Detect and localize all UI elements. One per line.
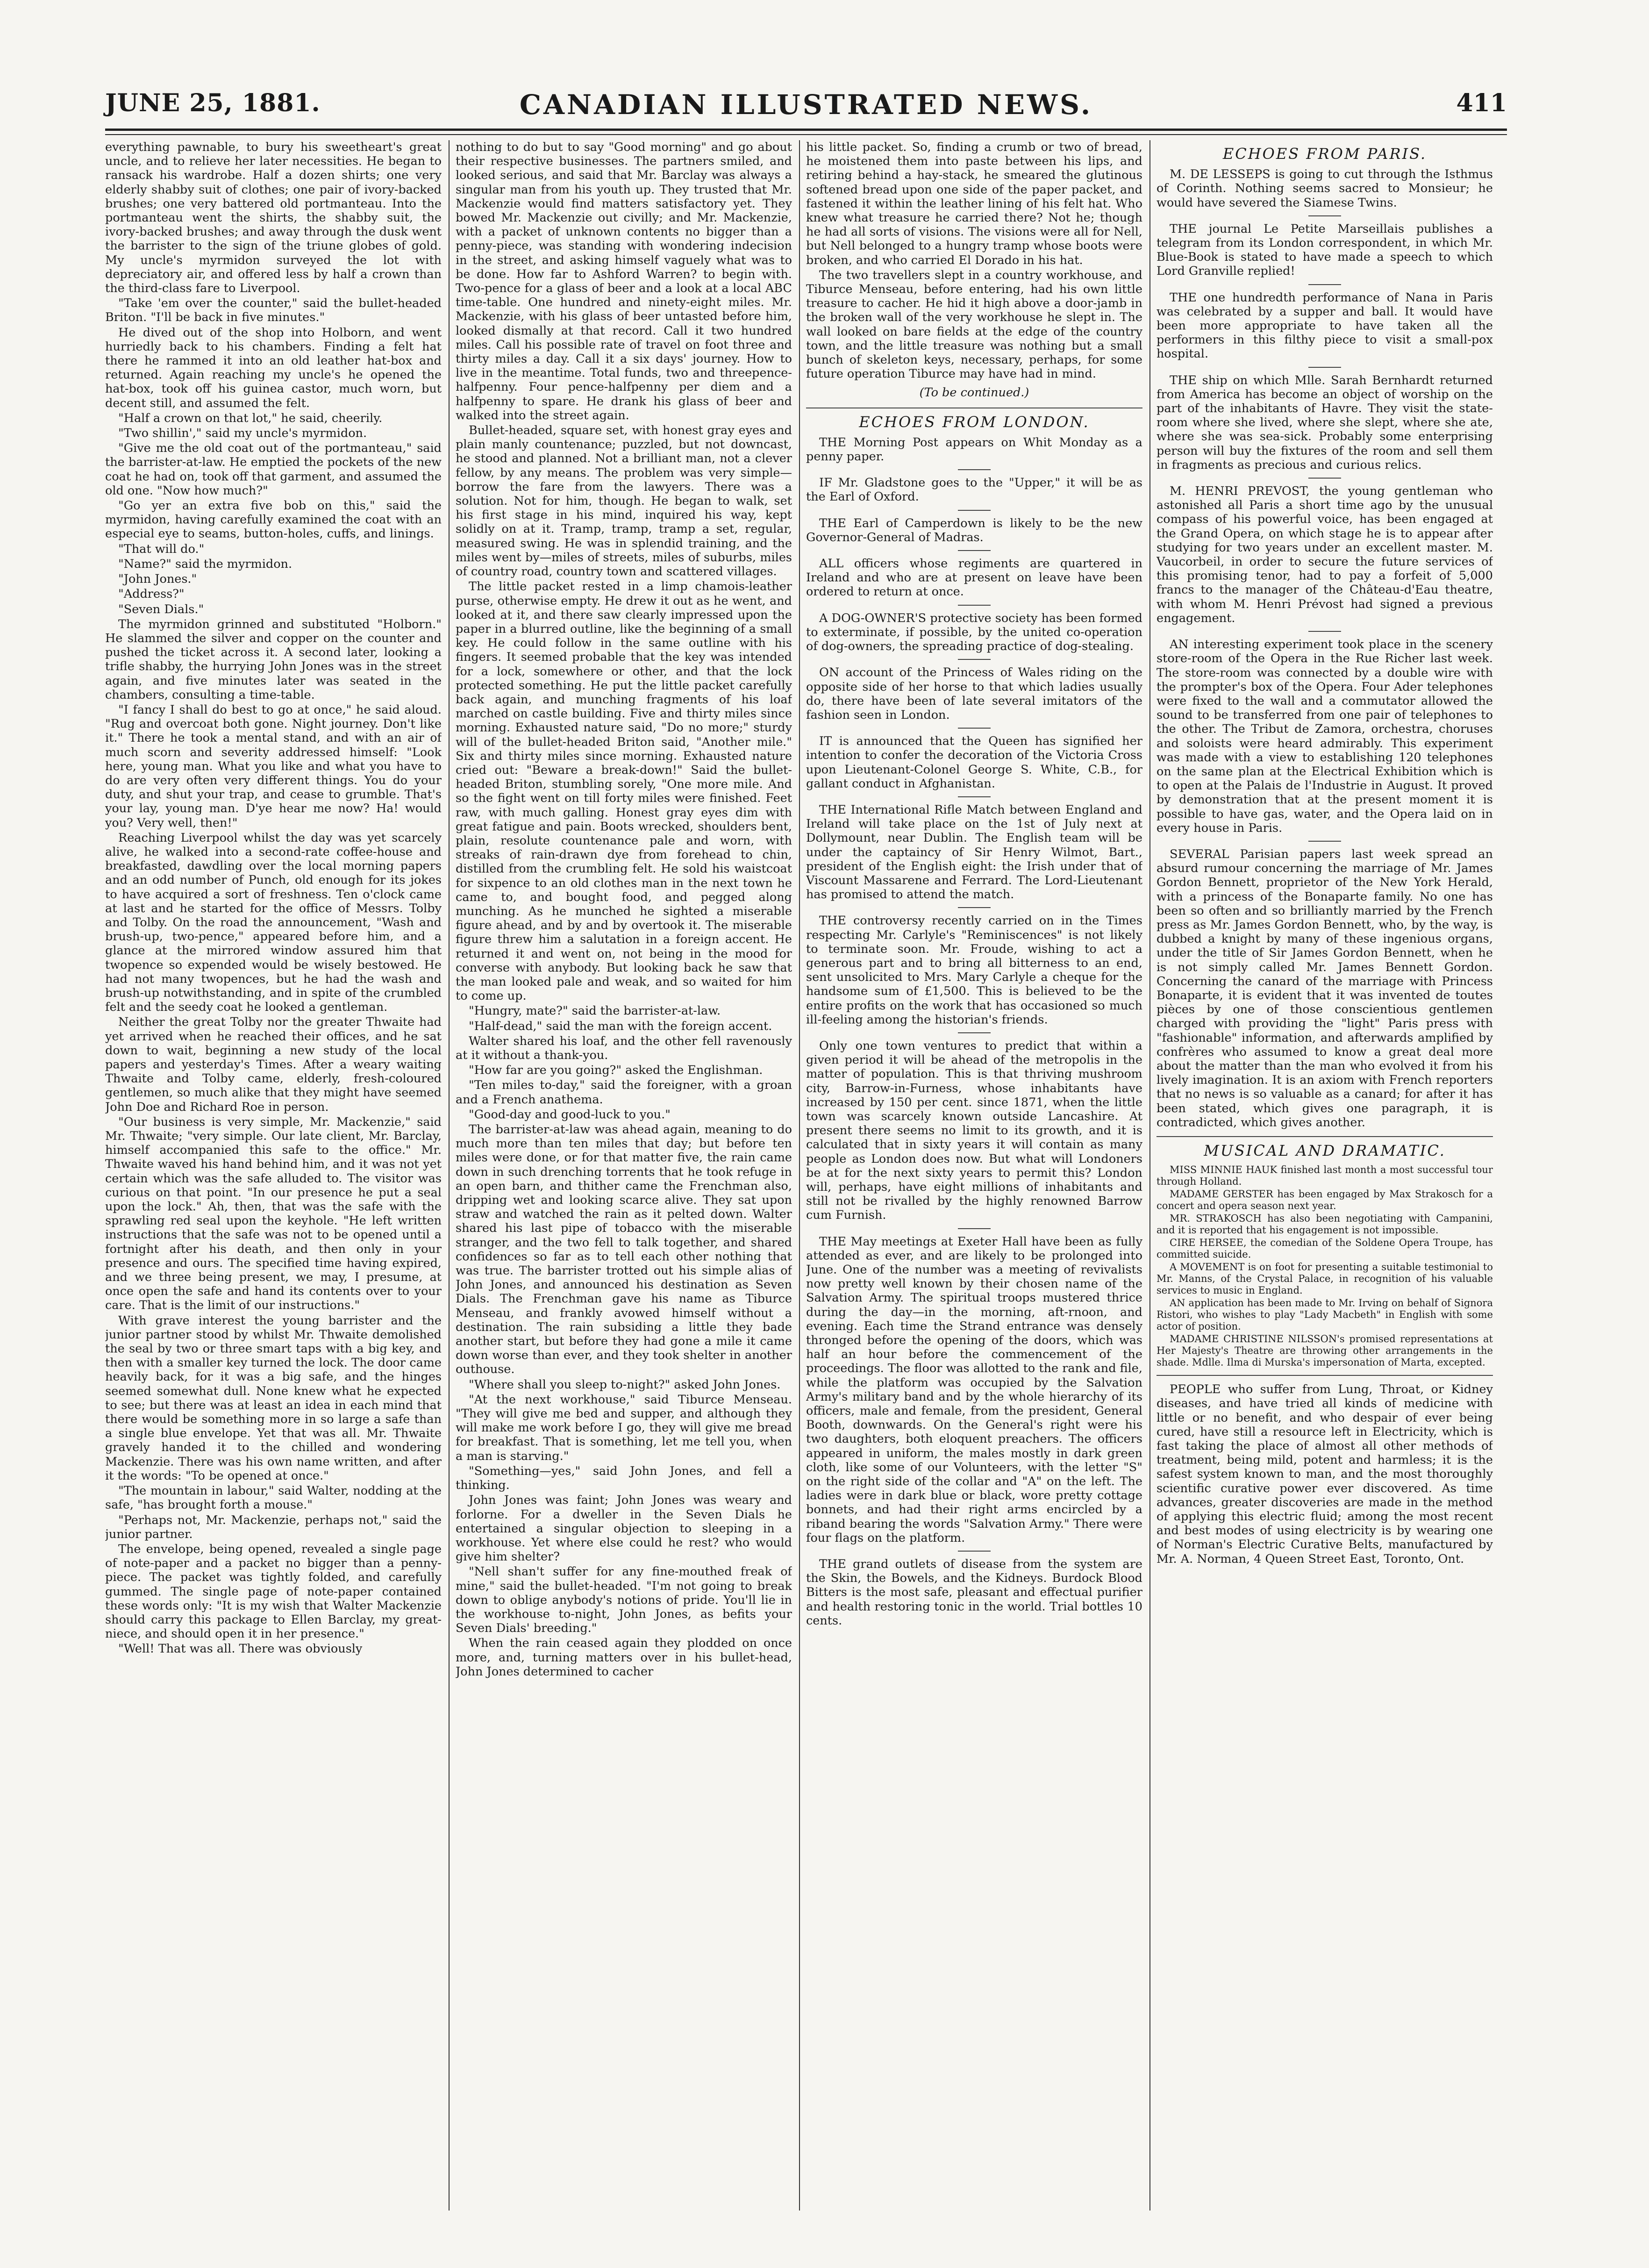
paragraph: The barrister-at-law was ahead again, meaning to do much more than ten miles that day; but before ten miles were done, or for that matter five, the rain came down in such drenching torrents that he took refuge in an open barn, and thither came the Frenchman also, dripping wet and looking scarce alive. They sat upon straw and watched the rain as it pelted down. Walter shared his last pipe of tobacco with the miserable stranger, and the two fell to talk together, and shared confidences so far as to tell each other nothing that was true. The barrister trotted out his simple alias of John Jones, and announced his destination as Seven Dials. The Frenchman gave his name as Tiburce Menseau, and frankly avowed himself without a destination. The rain subsiding a little they bade another start, but before they had gone a mile it came down worse than ever, and they took shelter in another outhouse.: [456, 1123, 792, 1377]
paragraph: nothing to do but to say "Good morning" and go about their respective businesses. The partners smiled, and looked serious, and said that Mr. Barclay was always a singular man from his youth up. They trusted that Mr. Mackenzie would find matters satisfactory yet. They bowed Mr. Mackenzie out civilly; and Mr. Mackenzie, with a packet of unknown contents no bigger than a penny-piece, was standing with wondering indecision in the street, and asking himself vaguely what was to be done. How far to Ashford Warren? to begin with. Two-pence for a glass of beer and a look at a local ABC time-table. One hundred and ninety-eight miles. Mr. Mackenzie, with his glass of beer untasted before him, looked dismally at that record. Call it two hundred miles. Call his possible rate of travel on foot three and thirty miles a day. Call it a six days' journey. How to live in the meantime. Total funds, two and threepence-halfpenny. Four pence-halfpenny per diem and a halfpenny to spare. He drank his glass of beer and walked into the street again.: [456, 140, 792, 422]
paragraph: "Go yer an extra five bob on this," said the myrmidon, having carefully examined the coat with an especial eye to seams, button-holes, cuffs, and linings.: [105, 499, 442, 541]
section-heading-paris: ECHOES FROM PARIS.: [1222, 145, 1427, 163]
paragraph: He dived out of the shop into Holborn, and went hurriedly back to his chambers. Finding a felt hat there he rammed it into an old leather hat-box and returned. Again reaching my uncle's he opened the hat-box, took off his guinea castor, much worn, but decent still, and assumed the felt.: [105, 325, 442, 410]
item-separator: [958, 1551, 991, 1552]
paragraph: "Ten miles to-day," said the foreigner, with a groan and a French anathema.: [456, 1078, 792, 1107]
paragraph: MADAME CHRISTINE NILSSON's promised representations at Her Majesty's Theatre are throwing other arrangements in the shade. Mdlle. Ilma di Murska's impersonation of Marta, excepted.: [1156, 1333, 1493, 1368]
item-separator: [958, 728, 991, 729]
paragraph: Bullet-headed, square set, with honest gray eyes and plain manly countenance; puzzled, but not downcast, he stood and planned. Not a brilliant man, not a clever fellow, by any means. The problem was very simple—borrow the fare from the lawyers. There was a solution. Not for him, though. He began to walk, set his first stage in his mind, inquired his way, kept solidly on at it. Tramp, tramp, tramp a set, regular, measured swing. He was in splendid training, and the miles went by—miles of streets, miles of suburbs, miles of country road, country town and scattered villages.: [456, 423, 792, 579]
paragraph: ALL officers whose regiments are quartered in Ireland and who are at present on leave have been ordered to return at once.: [806, 557, 1142, 599]
item-separator: [1308, 631, 1341, 632]
item-separator: [958, 659, 991, 660]
paragraph: THE May meetings at Exeter Hall have been as fully attended as ever, and are likely to be prolonged into June. One of the number was a meeting of revivalists now pretty well known by their chosen name of the Salvation Army. The spiritual troops mustered thrice during the day—in the morning, aft-rnoon, and evening. Each time the Strand entrance was densely thronged before the opening of the doors, which was half an hour before the commencement of the proceedings. The floor was allotted to the rank and file, while the platform was occupied by the Salvation Army's military band and by the whole hierarchy of its officers, male and female, from the president, General Booth, downwards. On the General's right were his two daughters, both eloquent preachers. The officers appeared in uniform, the males mostly in dark green cloth, like some of our Volunteers, with the letter "S" on the right side of the collar and "A" on the left. The ladies were in dark blue or black, wore pretty cottage bonnets, and had their right arms encircled by a riband bearing the words "Salvation Army." There were four flags on the platform.: [806, 1234, 1142, 1545]
paragraph: "Two shillin'," said my uncle's myrmidon.: [118, 426, 367, 441]
paragraph: A MOVEMENT is on foot for presenting a suitable testimonial to Mr. Manns, of the Crystal Palace, in recognition of his valuable services to music in England.: [1156, 1261, 1493, 1296]
paragraph: "Our business is very simple, Mr. Mackenzie," said Mr. Thwaite; "very simple. Our late client, Mr. Barclay, himself accompanied this safe to the office." Mr. Thwaite waved his hand behind him, and it was not yet certain which was the safe alluded to. The visitor was curious on that point. "In our presence he put a seal upon the lock." Ah, then, that was the safe with the sprawling red seal upon the keyhole. "He left written instructions that the safe was not to be opened until a fortnight after his death, and then only in your presence and ours. The specified time having expired, and we three being present, we may, I presume, at once open the safe and hand its contents over to your care. That is the limit of our instructions.": [105, 1115, 442, 1313]
paragraph: Reaching Liverpool whilst the day was yet scarcely alive, he walked into a second-rate coffee-house and breakfasted, dawdling over the local morning papers and an odd number of Punch, old enough for its jokes to have acquired a sort of freshness. Ten o'clock came at last and he started for the office of Messrs. Tolby and Tolby. On the road the announcement, "Wash and brush-up, two-pence," appeared before him, and a glance at the mirrored window assured him that twopence so expended would be wisely bestowed. He had not many twopences, but he had the wash and brush-up notwithstanding, and in spite of the crumbled felt and the seedy coat he looked a gentleman.: [105, 830, 442, 1015]
item-separator: [958, 907, 991, 908]
paragraph: M. HENRI PREVOST, the young gentleman who astonished all Paris a short time ago by the unusual compass of his powerful voice, has been engaged at the Grand Opera, on which stage he is to appear after studying for two years under an excellent master. M. Vaucorbeil, in order to secure the future services of this promising tenor, had to pay a forfeit of 5,000 francs to the manager of the Château-d'Eau theatre, with whom M. Henri Prévost had signed a previous engagement.: [1156, 484, 1493, 625]
section-heading-london: ECHOES FROM LONDON.: [859, 413, 1090, 431]
paris-items: [1156, 167, 1493, 1130]
paragraph: "Well! That was all. There was obviously: [118, 1642, 363, 1656]
column-divider: [1149, 140, 1150, 2211]
paragraph: "Name?" said the myrmidon.: [118, 557, 293, 571]
item-separator: [958, 550, 991, 551]
issue-date: JUNE 25, 1881.: [105, 89, 321, 117]
paragraph: AN application has been made to Mr. Irving on behalf of Signora Ristori, who wishes to play "Lady Macbeth" in English with some actor of position.: [1156, 1297, 1493, 1332]
column-2: [456, 140, 792, 2211]
paragraph: "Good-day and good-luck to you.": [469, 1107, 671, 1122]
paragraph: "Nell shan't suffer for any fine-mouthed freak of mine," said the bullet-headed. "I'm not going to break down to oblige anybody's notions of pride. You'll lie in the workhouse to-night, John Jones, as befits your Seven Dials' breeding.": [456, 1565, 792, 1636]
paragraph: THE Morning Post appears on Whit Monday as a penny paper.: [806, 435, 1142, 464]
paragraph: IT is announced that the Queen has signified her intention to confer the decoration of the Victoria Cross upon Lieutenant-Colonel George S. White, C.B., for gallant conduct in Afghanistan.: [806, 734, 1142, 791]
section-rule: [1156, 1375, 1493, 1376]
paragraph: "I fancy I shall do best to go at once," he said aloud. "Rug and overcoat both gone. Night journey. Don't like it." There he took a mental stand, and with an air of much scorn and severity addressed himself: "Look here, young man. What you like and what you have to do are very often very different things. You do your duty, and shut your trap, and cease to grumble. That's your lay, young man. D'ye hear me now? Ha! would you? Very well, then!": [105, 702, 442, 830]
paragraph: THE journal Le Petite Marseillais publishes a telegram from its London correspondent, in which Mr. Blue-Book is stated to have made a speech to which Lord Granville replied!: [1156, 222, 1493, 279]
page-header: [105, 89, 1507, 122]
item-separator: [958, 510, 991, 511]
paragraph: his little packet. So, finding a crumb or two of bread, he moistened them into paste between his lips, and retiring behind a hay-stack, he smeared the glutinous softened bread upon one side of the paper packet, and fastened it within the leather lining of his felt hat. Who knew what treasure he carried there? Not he; though he had all sorts of visions. The visions were all for Nell, but Nell belonged to a hungry tramp whose boots were broken, and who carried El Dorado in his hat.: [806, 140, 1142, 267]
paragraph: ON account of the Princess of Wales riding on the opposite side of her horse to that which ladies usually do, there have been of late several imitators of the fashion seen in London.: [806, 665, 1142, 722]
paragraph: "Something—yes," said John Jones, and fell a thinking.: [456, 1464, 792, 1493]
paragraph: John Jones was faint; John Jones was weary and forlorne. For a dweller in the Seven Dials he entertained a singular objection to sleeping in a workhouse. Yet where else could he rest? who would give him shelter?: [456, 1493, 792, 1564]
item-separator: [958, 1032, 991, 1033]
to-be-continued: (To be continued.): [919, 386, 1029, 400]
paragraph: MADAME GERSTER has been engaged by Max Strakosch for a concert and opera season next year.: [1156, 1188, 1493, 1212]
paragraph: "John Jones.": [118, 572, 197, 587]
paragraph: The two travellers slept in a country workhouse, and Tiburce Menseau, before entering, had his own little treasure to cacher. He hid it high above a door-jamb in the broken wall of the very workhouse he slept in. The wall looked on bare fields at the edge of the country town, and the little treasure was nothing but a small bunch of skeleton keys, necessary, perhaps, for some future operation Tiburce may have had in mind.: [806, 268, 1142, 381]
paragraph: When the rain ceased again they plodded on once more, and, turning matters over in his bullet-head, John Jones determined to cacher: [456, 1636, 792, 1679]
paragraph: The envelope, being opened, revealed a single page of note-paper and a packet no bigger than a penny-piece. The packet was tightly folded, and carefully gummed. The single page of note-paper contained these words only: "It is my wish that Walter Mackenzie should carry this package to Ellen Barclay, my great-niece, and should open it in her presence.": [105, 1542, 442, 1641]
item-separator: [958, 605, 991, 606]
item-separator: [958, 796, 991, 797]
paragraph: "Where shall you sleep to-night?" asked John Jones.: [469, 1377, 781, 1392]
page-number: 411: [1456, 89, 1507, 117]
item-separator: [1308, 478, 1341, 479]
paragraph: The myrmidon grinned and substituted "Holborn." He slammed the silver and copper on the counter and pushed the ticket across it. A second later, looking a trifle shabby, the hurrying John Jones was in the street again, and five minutes later was seated in the chambers, consulting a time-table.: [105, 617, 442, 702]
paragraph: "The mountain in labour," said Walter, nodding at the safe, "has brought forth a mouse.": [105, 1484, 442, 1512]
item-separator: [1308, 284, 1341, 285]
paragraph: M. DE LESSEPS is going to cut through the Isthmus of Corinth. Nothing seems sacred to Monsieur; he would have severed the Siamese Twins.: [1156, 167, 1493, 210]
paragraph: Neither the great Tolby nor the greater Thwaite had yet arrived when he reached their offices, and he sat down to wait, beginning a new study of the local papers and yesterday's Times. After a weary waiting Thwaite and Tolby came, elderly, fresh-coloured gentlemen, so much alike that they might have seemed John Doe and Richard Roe in person.: [105, 1015, 442, 1114]
item-separator: [1308, 367, 1341, 368]
paragraph: "Give me the old coat out of the portmanteau," said the barrister-at-law. He emptied the pockets of the new coat he had on, took off that garment, and assumed the old one. "Now how much?": [105, 441, 442, 498]
column-divider: [449, 140, 450, 2211]
paragraph: With grave interest the young barrister and the junior partner stood by whilst Mr. Thwaite demolished the seal by two or three smart taps with a big key, and then with a smaller key turned the lock. The door came heavily back, for it was a big safe, and the hinges seemed somewhat dull. None knew what he expected to see; but there was at least an idea in each mind that there would be something more in so large a safe than a single blue envelope. Yet that was all. Mr. Thwaite gravely handed it to the chilled and wondering Mackenzie. There was his own name written, and after it the words: "To be opened at once.": [105, 1313, 442, 1483]
paragraph: "Half a crown on that lot," he said, cheerily.: [118, 411, 383, 425]
paragraph: The little packet rested in a limp chamois-leather purse, otherwise empty. He drew it out as he went, and looked at it, and there saw clearly impressed upon the paper in a blurred outline, like the beginning of a small key. He could follow in the same outline with his fingers. It seemed probable that the key was intended for a lock, somewhere or other, and that the lock protected something. He put the little packet carefully back again, and munching fragments of his loaf marched on castle building. Five and thirty miles since morning. Exhausted nature said, "Do no more;" sturdy will of the bullet-headed Briton said, "Another mile." Six and thirty miles since morning. Exhausted nature cried out: "Beware a break-down!" Said the bullet-headed Briton, stumbling sorely, "One more mile. And so the fight went on till forty miles were finished. Feet raw, with much galling. Honest gray eyes dim with great fatigue and pain. Boots wrecked, shoulders bent, plain, resolute countenance pale and worn, with streaks of rain-drawn dye from forehead to chin, distilled from the crumbling felt. He sold his waistcoat for sixpence to an old clothes man in the next town he came to, and bought food, and pegged along munching. As he munched he sighted a miserable figure ahead, and by and by overtook it. The miserable figure threw him a salutation in a foreign accent. He returned it and went on, not being in the mood for converse with anybody. But looking back he saw that the man looked pale and weak, and so waited for him to come up.: [456, 580, 792, 1003]
column-4: [1156, 140, 1493, 2211]
item-separator: [1308, 841, 1341, 842]
paragraph: "Perhaps not, Mr. Mackenzie, perhaps not," said the junior partner.: [105, 1513, 442, 1541]
paragraph: A DOG-OWNER'S protective society has been formed to exterminate, if possible, by the united co-operation of dog-owners, the spreading practice of dog-stealing.: [806, 611, 1142, 654]
advertisement: PEOPLE who suffer from Lung, Throat, or Kidney diseases, and have tried all kinds of medicine with little or no benefit, and who despair of ever being cured, have still a resource left in Electricity, which is fast taking the place of almost all other methods of treatment, being mild, potent and harmless; it is the safest system known to man, and the most thoroughly scientific curative power ever discovered. As time advances, greater discoveries are made in the method of applying this electric fluid; among the most recent and best modes of using electricity is by wearing one of Norman's Electric Curative Belts, manufactured by Mr. A. Norman, 4 Queen Street East, Toronto, Ont.: [1156, 1382, 1493, 1566]
paragraph: "At the next workhouse," said Tiburce Menseau. "They will give me bed and supper, and although they will make me work before I go, they will give me bread for breakfast. That is something, let me tell you, when a man is starving.": [456, 1392, 792, 1463]
paragraph: MISS MINNIE HAUK finished last month a most successful tour through Holland.: [1156, 1164, 1493, 1188]
paragraph: AN interesting experiment took place in the scenery store-room of the Opera in the Rue Richer last week. The store-room was connected by a double wire with the prompter's box of the Opera. Four Ader telephones were fixed to the wall and a commutator allowed the sound to be transferred from one pair of telephones to the other. The Tribut de Zamora, orchestra, choruses and soloists were heard admirably. This experiment was made with a view to establishing 120 telephones on the same plan at the Electrical Exhibition which is to open at the Palais de l'Industrie in August. It proved by demonstration that at the present moment it is possible to have gas, water, and the Opera laid on in every house in Paris.: [1156, 637, 1493, 835]
paragraph: Walter shared his loaf, and the other fell ravenously at it without a thank-you.: [456, 1034, 792, 1062]
paragraph: "Hungry, mate?" said the barrister-at-law.: [469, 1004, 721, 1018]
london-items: [806, 436, 1142, 1628]
item-separator: [1308, 215, 1341, 216]
item-separator: [958, 469, 991, 470]
paragraph: "How far are you going?" asked the Englishman.: [469, 1063, 763, 1078]
paragraph: THE International Rifle Match between England and Ireland will take place on the 1st of July next at Dollymount, near Dublin. The English team will be under the captaincy of Sir Henry Wilmot, Bart., president of the English eight: the Irish under that of Viscount Massarene and Ferrard. The Lord-Lieutenant has promised to attend the match.: [806, 802, 1142, 902]
serial-story-continuation: [806, 140, 1142, 381]
paragraph: THE one hundredth performance of Nana in Paris was celebrated by a supper and ball. It would have been more appropriate to have taken all the performers in this filthy piece to visit a small-pox hospital.: [1156, 290, 1493, 361]
paragraph: "Seven Dials.": [118, 602, 204, 616]
paragraph: "Take 'em over the counter," said the bullet-headed Briton. "I'll be back in five minutes.": [105, 296, 442, 325]
paragraph: THE ship on which Mlle. Sarah Bernhardt returned from America has become an object of worship on the part of the inhabitants of Havre. They visit the state-room where she lived, where she slept, where she ate, where she was sea-sick. Probably some enterprising person will buy the fixtures of the room and sell them in fragments as precious and curious relics.: [1156, 373, 1493, 472]
paragraph: THE grand outlets of disease from the system are the Skin, the Bowels, and the Kidneys. Burdock Blood Bitters is the most safe, pleasant and effectual purifier and health restoring tonic in the world. Trial bottles 10 cents.: [806, 1557, 1142, 1628]
paragraph: THE Earl of Camperdown is likely to be the new Governor-General of Madras.: [806, 516, 1142, 544]
paragraph: Only one town ventures to predict that within a given period it will be ahead of the metropolis in the matter of population. This is that thriving mushroom city, Barrow-in-Furness, whose inhabitants have increased by 150 per cent. since 1871, when the little town was scarcely known outside Lancashire. At present there seems no limit to its growth, and it is calculated that in sixty years it will contain as many people as London does now. But what will Londoners be at for the next sixty years to permit this? London will, perhaps, have eight millions of inhabitants and still not be rivalled by the highly renowned Barrow cum Furnish.: [806, 1038, 1142, 1223]
section-heading-music: MUSICAL AND DRAMATIC.: [1204, 1142, 1446, 1159]
paragraph: IF Mr. Gladstone goes to the "Upper," it will be as the Earl of Oxford.: [806, 476, 1142, 504]
paragraph: THE controversy recently carried on in the Times respecting Mr. Carlyle's "Reminiscences" is not likely to terminate soon. Mr. Froude, wishing to act a generous part and to bring all bitterness to an end, sent unsolicited to Mrs. Mary Carlyle a cheque for the handsome sum of £1,500. This is believed to be the entire profits on the work that has occasioned so much ill-feeling among the historian's friends.: [806, 914, 1142, 1027]
paragraph: SEVERAL Parisian papers last week spread an absurd rumour concerning the marriage of Mr. James Gordon Bennett, proprietor of the New York Herald, with a princess of the Bonaparte family. No one has been so often and so brilliantly married by the French press as Mr. James Gordon Bennett, who, by the way, is dubbed a knight by many of these ingenious organs, under the title of Sir James Gordon Bennett, when he is not simply called Mr. James Bennett Gordon. Concerning the canard of the marriage with Princess Bonaparte, it is evident that it was invented de toutes pièces by one of those conscientious gentlemen charged with providing the "light" Paris press with "fashionable" information, and afterwards amplified by confrères who assumed to know a great deal more about the matter than the man who evolved it from his lively imagination. It is an axiom with French reporters that no news is so valuable as a canard; for after it has been stated, which gives one paragraph, it is contradicted, which gives another.: [1156, 847, 1493, 1130]
masthead: CANADIAN ILLUSTRATED NEWS.: [519, 89, 1093, 121]
paragraph: "That will do.": [118, 542, 205, 556]
item-separator: [958, 1228, 991, 1229]
paragraph: everything pawnable, to bury his sweetheart's great uncle, and to relieve her later necessities. He began to ransack his wardrobe. Half a dozen shirts; one very elderly shabby suit of clothes; one pair of ivory-backed brushes; one very battered old portmanteau. Into the portmanteau went the shirts, the shabby suit, the ivory-backed brushes; and away through the dusk went the barrister to the sign of the triune globes of gold. My uncle's myrmidon surveyed the lot with depreciatory air, and offered less by half a crown than the third-class fare to Liverpool.: [105, 140, 442, 296]
music-items: [1156, 1164, 1493, 1368]
paragraph: CIRE HERSEE, the comedian of the Soldene Opera Troupe, has committed suicide.: [1156, 1237, 1493, 1260]
section-rule: [1156, 1136, 1493, 1137]
header-rule-thin: [105, 134, 1507, 135]
column-divider: [799, 140, 800, 2211]
column-3: [806, 140, 1142, 2211]
column-1: [105, 140, 442, 2211]
header-rule: [105, 129, 1507, 131]
paragraph: MR. STRAKOSCH has also been negotiating with Campanini, and it is reported that his engagement is not impossible.: [1156, 1213, 1493, 1236]
paragraph: "Half-dead," said the man with the foreign accent.: [469, 1019, 772, 1033]
paragraph: "Address?": [118, 587, 185, 601]
